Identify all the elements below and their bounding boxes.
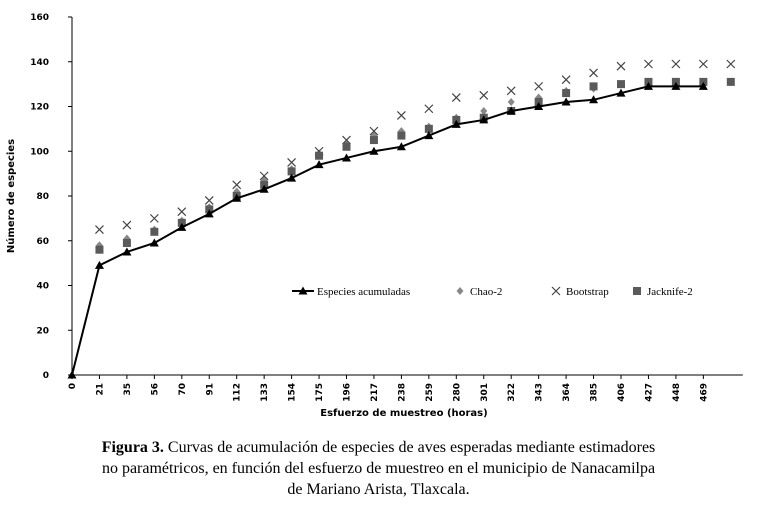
x-tick-label: 70 <box>177 383 188 396</box>
x-tick-label: 280 <box>452 383 463 402</box>
legend-label-bootstrap: Bootstrap <box>566 286 609 298</box>
point-bootstrap <box>699 60 707 68</box>
y-tick-label: 100 <box>30 147 49 158</box>
x-tick-label: 238 <box>397 383 408 402</box>
x-tick-label: 154 <box>287 383 298 402</box>
point-bootstrap <box>727 60 735 68</box>
point-jacknife-2 <box>727 78 735 86</box>
x-tick-label: 343 <box>534 383 545 402</box>
caption-line-1 <box>0 437 757 458</box>
series-bootstrap <box>95 60 734 234</box>
point-bootstrap <box>397 111 405 119</box>
point-jacknife-2 <box>150 228 158 236</box>
x-tick-label: 35 <box>122 383 133 396</box>
caption-label: Figura 3. <box>101 439 164 456</box>
point-bootstrap <box>562 76 570 84</box>
point-bootstrap <box>425 105 433 113</box>
x-tick-label: 448 <box>671 383 682 402</box>
x-tick-label: 469 <box>699 383 710 402</box>
point-jacknife-2 <box>562 89 570 97</box>
x-tick-label: 385 <box>589 383 600 402</box>
legend-item-jacknife-2 <box>633 286 693 298</box>
point-jacknife-2 <box>590 82 598 90</box>
y-tick-label: 160 <box>30 13 49 23</box>
caption-line-2: no paramétricos, en función del esfuerzo de muestreo en el municipio de Nanacamilpa <box>101 460 656 477</box>
point-jacknife-2 <box>617 80 625 88</box>
point-bootstrap <box>178 208 186 216</box>
point-bootstrap <box>535 82 543 90</box>
point-bootstrap <box>95 226 103 234</box>
point-bootstrap <box>150 214 158 222</box>
legend-marker-jacknife-2 <box>633 287 641 295</box>
point-jacknife-2 <box>397 132 405 140</box>
caption-text-1: Curvas de acumulación de especies de aves esperadas mediante estimadores <box>163 439 656 456</box>
y-axis-ticks <box>30 13 72 381</box>
series-line-especies-acumuladas <box>72 86 703 375</box>
point-bootstrap <box>644 60 652 68</box>
y-tick-label: 40 <box>36 281 49 292</box>
x-axis-ticks <box>68 375 709 402</box>
y-tick-label: 80 <box>36 192 49 202</box>
series-jacknife-2 <box>95 78 734 254</box>
x-tick-label: 217 <box>369 383 380 402</box>
legend-label-chao-2: Chao-2 <box>470 286 503 298</box>
x-tick-label: 91 <box>205 383 216 396</box>
caption-line-3: de Mariano Arista, Tlaxcala. <box>287 481 470 498</box>
figure-caption <box>0 437 757 500</box>
x-tick-label: 196 <box>342 383 353 402</box>
point-jacknife-2 <box>370 136 378 144</box>
x-tick-label: 364 <box>562 383 573 402</box>
legend-label-jacknife-2: Jacknife-2 <box>647 286 693 298</box>
point-bootstrap <box>123 221 131 229</box>
x-tick-label: 301 <box>479 383 490 402</box>
point-jacknife-2 <box>95 246 103 254</box>
x-axis-label: Esfuerzo de muestreo (horas) <box>320 408 488 419</box>
series-especies-acumuladas <box>68 82 708 379</box>
point-jacknife-2 <box>315 152 323 160</box>
x-tick-label: 322 <box>507 383 518 402</box>
x-tick-label: 427 <box>644 383 655 402</box>
y-tick-label: 0 <box>42 371 49 381</box>
point-bootstrap <box>672 60 680 68</box>
point-especies-acumuladas <box>150 238 159 246</box>
point-bootstrap <box>480 91 488 99</box>
legend-item-especies-acumuladas <box>292 286 410 298</box>
axes <box>72 17 743 375</box>
x-tick-label: 406 <box>617 383 627 402</box>
y-tick-label: 140 <box>30 57 49 68</box>
legend-marker-chao-2 <box>457 287 464 295</box>
point-jacknife-2 <box>343 143 351 151</box>
x-tick-label: 0 <box>68 383 78 390</box>
x-tick-label: 133 <box>260 383 271 402</box>
point-bootstrap <box>452 94 460 102</box>
legend-item-bootstrap <box>552 286 609 298</box>
x-tick-label: 56 <box>150 383 161 396</box>
x-tick-label: 175 <box>315 383 326 402</box>
legend <box>292 286 693 298</box>
y-tick-label: 20 <box>36 326 49 337</box>
data-series <box>68 60 735 379</box>
point-jacknife-2 <box>123 239 131 247</box>
x-tick-label: 21 <box>95 383 106 396</box>
point-chao-2 <box>508 98 515 106</box>
y-tick-label: 60 <box>36 236 49 247</box>
legend-item-chao-2 <box>457 286 503 298</box>
x-tick-label: 259 <box>424 383 435 402</box>
legend-label-especies-acumuladas: Especies acumuladas <box>317 286 411 298</box>
y-tick-label: 120 <box>30 102 49 113</box>
y-axis-label: Número de especies <box>6 138 17 254</box>
point-bootstrap <box>590 69 598 77</box>
point-bootstrap <box>507 87 515 95</box>
point-bootstrap <box>617 62 625 70</box>
legend-marker-bootstrap <box>552 287 560 295</box>
x-tick-label: 112 <box>232 383 243 402</box>
